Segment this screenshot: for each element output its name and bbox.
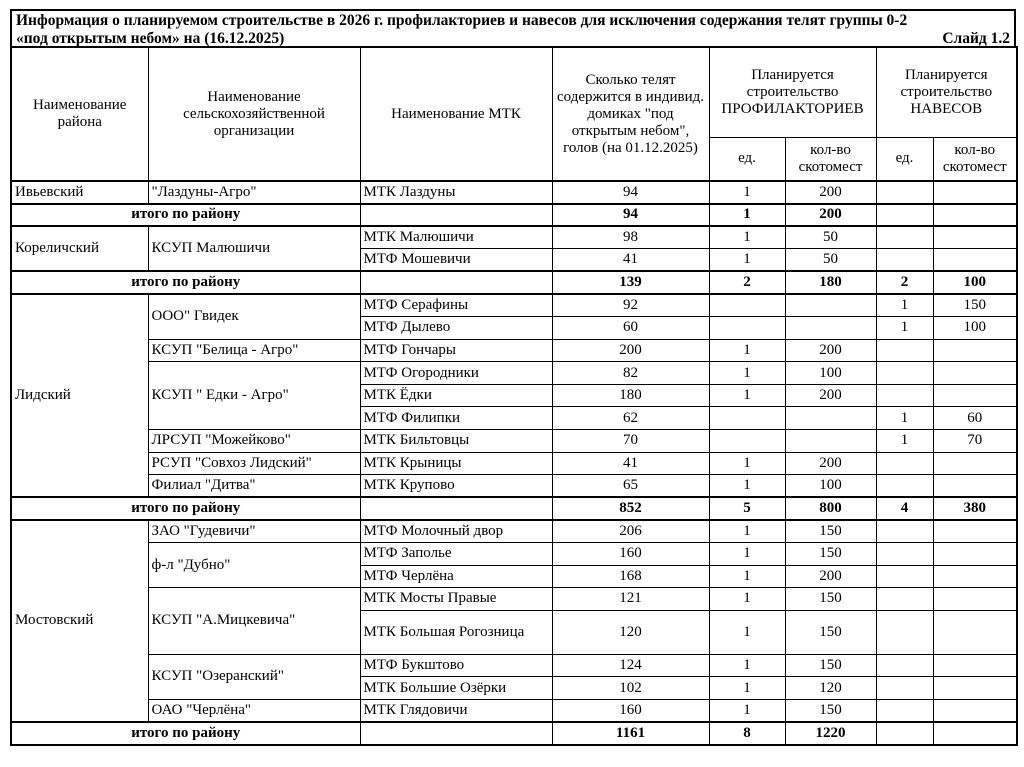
shed-units <box>876 452 933 475</box>
prof-units <box>709 294 785 317</box>
total-label: итого по району <box>11 204 360 227</box>
prof-places: 50 <box>785 226 876 249</box>
shed-places <box>933 565 1017 588</box>
calves-count: 60 <box>552 317 709 340</box>
mtk-name: МТК Крыницы <box>360 452 552 475</box>
shed-units <box>876 588 933 611</box>
organization-name: КСУП "Белица - Агро" <box>148 339 360 362</box>
prof-units: 1 <box>709 543 785 566</box>
mtk-name: МТФ Букштово <box>360 654 552 677</box>
prof-units: 1 <box>709 452 785 475</box>
total-shed-units <box>876 204 933 227</box>
slide-number: Слайд 1.2 <box>942 30 1010 47</box>
prof-places: 200 <box>785 181 876 204</box>
shed-places: 60 <box>933 407 1017 430</box>
prof-units <box>709 317 785 340</box>
shed-units <box>876 181 933 204</box>
mtk-name: МТФ Мошевичи <box>360 249 552 272</box>
prof-units <box>709 430 785 453</box>
table-row <box>11 362 1017 385</box>
prof-places: 120 <box>785 677 876 700</box>
header-shed-places: кол-во скотомест <box>933 137 1017 181</box>
table-row <box>11 543 1017 566</box>
shed-places <box>933 339 1017 362</box>
total-calves: 139 <box>552 271 709 294</box>
total-shed-places: 100 <box>933 271 1017 294</box>
prof-units: 1 <box>709 475 785 498</box>
total-label: итого по району <box>11 271 360 294</box>
calves-count: 121 <box>552 588 709 611</box>
mtk-name: МТК Крупово <box>360 475 552 498</box>
prof-units: 1 <box>709 520 785 543</box>
total-empty <box>360 271 552 294</box>
header-prof-places: кол-во скотомест <box>785 137 876 181</box>
calves-count: 41 <box>552 452 709 475</box>
shed-places <box>933 249 1017 272</box>
district-name: Ивьевский <box>11 181 148 204</box>
calves-count: 41 <box>552 249 709 272</box>
district-name: Лидский <box>11 294 148 497</box>
shed-units <box>876 384 933 407</box>
calves-count: 92 <box>552 294 709 317</box>
prof-units: 1 <box>709 654 785 677</box>
shed-places <box>933 610 1017 654</box>
calves-count: 82 <box>552 362 709 385</box>
calves-count: 180 <box>552 384 709 407</box>
prof-places <box>785 407 876 430</box>
prof-places: 200 <box>785 384 876 407</box>
shed-places <box>933 654 1017 677</box>
total-prof-places: 180 <box>785 271 876 294</box>
calves-count: 102 <box>552 677 709 700</box>
prof-places: 150 <box>785 654 876 677</box>
prof-units: 1 <box>709 699 785 722</box>
table-row <box>11 430 1017 453</box>
organization-name: Филиал "Дитва" <box>148 475 360 498</box>
total-prof-units: 8 <box>709 722 785 745</box>
shed-units <box>876 339 933 362</box>
shed-units <box>876 226 933 249</box>
prof-places: 150 <box>785 588 876 611</box>
table-row <box>11 475 1017 498</box>
shed-places <box>933 226 1017 249</box>
shed-units <box>876 249 933 272</box>
mtk-name: МТК Глядовичи <box>360 699 552 722</box>
organization-name: КСУП "А.Мицкевича" <box>148 588 360 655</box>
shed-places <box>933 384 1017 407</box>
prof-units: 1 <box>709 384 785 407</box>
prof-places: 100 <box>785 362 876 385</box>
shed-places <box>933 699 1017 722</box>
shed-units <box>876 362 933 385</box>
shed-units: 1 <box>876 317 933 340</box>
calves-count: 206 <box>552 520 709 543</box>
prof-units: 1 <box>709 588 785 611</box>
prof-units: 1 <box>709 362 785 385</box>
organization-name: КСУП Малюшичи <box>148 226 360 271</box>
prof-places: 200 <box>785 565 876 588</box>
total-calves: 94 <box>552 204 709 227</box>
shed-units: 1 <box>876 407 933 430</box>
report-title: Информация о планируемом строительстве в 2026 г. профилакториев и навесов для исключения содержания телят группы 0-2 <box>16 12 908 29</box>
table-row <box>11 226 1017 249</box>
district-total-row <box>11 497 1017 520</box>
prof-units: 1 <box>709 565 785 588</box>
mtk-name: МТФ Черлёна <box>360 565 552 588</box>
table-row <box>11 588 1017 611</box>
prof-units: 1 <box>709 339 785 362</box>
total-prof-units: 2 <box>709 271 785 294</box>
district-total-row <box>11 204 1017 227</box>
table-row <box>11 654 1017 677</box>
shed-places: 150 <box>933 294 1017 317</box>
organization-name: "Лаздуны-Агро" <box>148 181 360 204</box>
shed-places <box>933 588 1017 611</box>
prof-units: 1 <box>709 249 785 272</box>
calves-count: 65 <box>552 475 709 498</box>
shed-units <box>876 654 933 677</box>
report-subtitle: «под открытым небом» на (16.12.2025) <box>16 30 285 47</box>
shed-units <box>876 543 933 566</box>
construction-table <box>10 46 1018 746</box>
total-shed-units: 4 <box>876 497 933 520</box>
organization-name: ООО" Гвидек <box>148 294 360 339</box>
organization-name: КСУП " Едки - Агро" <box>148 362 360 430</box>
header-prof-units: ед. <box>709 137 785 181</box>
calves-count: 62 <box>552 407 709 430</box>
shed-places <box>933 181 1017 204</box>
total-label: итого по району <box>11 722 360 745</box>
shed-units <box>876 475 933 498</box>
shed-units: 1 <box>876 294 933 317</box>
prof-places <box>785 317 876 340</box>
prof-units: 1 <box>709 181 785 204</box>
calves-count: 160 <box>552 699 709 722</box>
prof-places: 200 <box>785 452 876 475</box>
calves-count: 168 <box>552 565 709 588</box>
header-shed-units: ед. <box>876 137 933 181</box>
prof-places: 200 <box>785 339 876 362</box>
calves-count: 160 <box>552 543 709 566</box>
header-organization: Наименование сельскохозяйственной организации <box>148 47 360 181</box>
shed-places <box>933 677 1017 700</box>
header-sheds: Планируется строительство НАВЕСОВ <box>876 47 1017 137</box>
prof-units: 1 <box>709 677 785 700</box>
header-mtk: Наименование МТК <box>360 47 552 181</box>
organization-name: ф-л "Дубно" <box>148 543 360 588</box>
prof-places: 150 <box>785 543 876 566</box>
shed-units: 1 <box>876 430 933 453</box>
mtk-name: МТК Большие Озёрки <box>360 677 552 700</box>
shed-places <box>933 362 1017 385</box>
total-shed-units: 2 <box>876 271 933 294</box>
mtk-name: МТФ Дылево <box>360 317 552 340</box>
shed-units <box>876 610 933 654</box>
mtk-name: МТФ Серафины <box>360 294 552 317</box>
mtk-name: МТК Большая Рогозница <box>360 610 552 654</box>
shed-places: 70 <box>933 430 1017 453</box>
calves-count: 70 <box>552 430 709 453</box>
mtk-name: МТК Бильтовцы <box>360 430 552 453</box>
shed-units <box>876 677 933 700</box>
organization-name: ОАО "Черлёна" <box>148 699 360 722</box>
mtk-name: МТК Мосты Правые <box>360 588 552 611</box>
calves-count: 120 <box>552 610 709 654</box>
shed-places <box>933 543 1017 566</box>
organization-name: ЛРСУП "Можейково" <box>148 430 360 453</box>
header-district: Наименование района <box>11 47 148 181</box>
total-shed-places <box>933 722 1017 745</box>
organization-name: РСУП "Совхоз Лидский" <box>148 452 360 475</box>
prof-places: 150 <box>785 520 876 543</box>
shed-places <box>933 520 1017 543</box>
prof-units: 1 <box>709 610 785 654</box>
title-block <box>10 9 1016 46</box>
calves-count: 124 <box>552 654 709 677</box>
district-total-row <box>11 722 1017 745</box>
prof-places <box>785 294 876 317</box>
calves-count: 94 <box>552 181 709 204</box>
mtk-name: МТК Ёдки <box>360 384 552 407</box>
mtk-name: МТФ Заполье <box>360 543 552 566</box>
total-prof-places: 1220 <box>785 722 876 745</box>
table-row <box>11 699 1017 722</box>
table-row <box>11 294 1017 317</box>
shed-places <box>933 452 1017 475</box>
shed-places <box>933 475 1017 498</box>
mtk-name: МТФ Филипки <box>360 407 552 430</box>
shed-units <box>876 520 933 543</box>
prof-places: 50 <box>785 249 876 272</box>
header-prophylactoria: Планируется строительство ПРОФИЛАКТОРИЕВ <box>709 47 876 137</box>
total-prof-units: 5 <box>709 497 785 520</box>
total-prof-places: 200 <box>785 204 876 227</box>
shed-places: 100 <box>933 317 1017 340</box>
total-calves: 1161 <box>552 722 709 745</box>
total-calves: 852 <box>552 497 709 520</box>
prof-places: 100 <box>785 475 876 498</box>
total-empty <box>360 497 552 520</box>
total-empty <box>360 204 552 227</box>
mtk-name: МТК Малюшичи <box>360 226 552 249</box>
total-shed-units <box>876 722 933 745</box>
table-row <box>11 339 1017 362</box>
total-empty <box>360 722 552 745</box>
table-row <box>11 181 1017 204</box>
organization-name: ЗАО "Гудевичи" <box>148 520 360 543</box>
mtk-name: МТФ Гончары <box>360 339 552 362</box>
table-body <box>11 181 1017 745</box>
district-name: Мостовский <box>11 520 148 722</box>
calves-count: 200 <box>552 339 709 362</box>
shed-units <box>876 565 933 588</box>
header-calves: Сколько телят содержится в индивид. домиках "под открытым небом", голов (на 01.12.2025) <box>552 47 709 181</box>
district-total-row <box>11 271 1017 294</box>
prof-units <box>709 407 785 430</box>
mtk-name: МТК Лаздуны <box>360 181 552 204</box>
total-prof-places: 800 <box>785 497 876 520</box>
prof-places <box>785 430 876 453</box>
table-row <box>11 452 1017 475</box>
table-row <box>11 520 1017 543</box>
prof-places: 150 <box>785 610 876 654</box>
shed-units <box>876 699 933 722</box>
mtk-name: МТФ Молочный двор <box>360 520 552 543</box>
organization-name: КСУП "Озеранский" <box>148 654 360 699</box>
mtk-name: МТФ Огородники <box>360 362 552 385</box>
prof-places: 150 <box>785 699 876 722</box>
total-shed-places: 380 <box>933 497 1017 520</box>
calves-count: 98 <box>552 226 709 249</box>
total-prof-units: 1 <box>709 204 785 227</box>
total-shed-places <box>933 204 1017 227</box>
prof-units: 1 <box>709 226 785 249</box>
total-label: итого по району <box>11 497 360 520</box>
district-name: Кореличский <box>11 226 148 271</box>
